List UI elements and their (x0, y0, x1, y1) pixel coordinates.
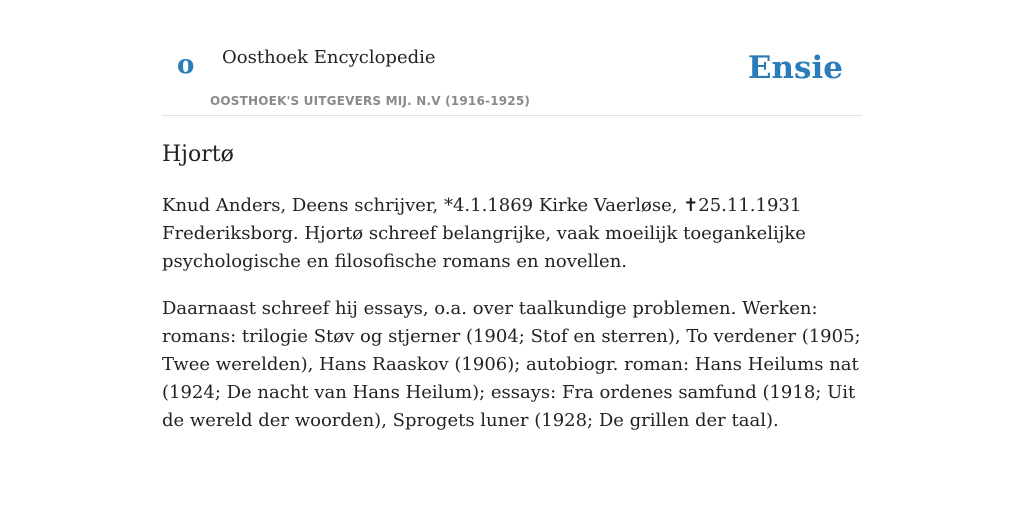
entry-paragraph: Daarnaast schreef hij essays, o.a. over taalkundige problemen. Werken: romans: trilogie Støv og stjerner (1904; Stof en sterren), To verdener (1905; Twee werelden), Hans Raaskov (1906); autobiogr. roman: Hans Heilums nat (1924; De nacht van Hans Heilum); essays: Fra ordenes samfund (1918; Uit de wereld der woorden), Sprogets luner (1928; De grillen der taal). (162, 298, 861, 431)
ensie-brand-link[interactable]: Ensie (747, 50, 843, 86)
entry-title: Hjortø (162, 142, 234, 167)
entry-body (162, 192, 862, 454)
publisher-subtitle: OOSTHOEK'S UITGEVERS MIJ. N.V (1916-1925) (210, 94, 531, 108)
logo-icon[interactable]: o (177, 50, 195, 80)
site-title-link[interactable]: Oosthoek Encyclopedie (222, 47, 436, 68)
content-container (162, 0, 862, 431)
site-header (162, 0, 862, 116)
entry-paragraph: Knud Anders, Deens schrijver, *4.1.1869 Kirke Vaerløse, ✝25.11.1931 Frederiksborg. Hjortø schreef belangrijke, vaak moeilijk toegankelijke psychologische en filosofische romans en novellen. (162, 195, 806, 272)
